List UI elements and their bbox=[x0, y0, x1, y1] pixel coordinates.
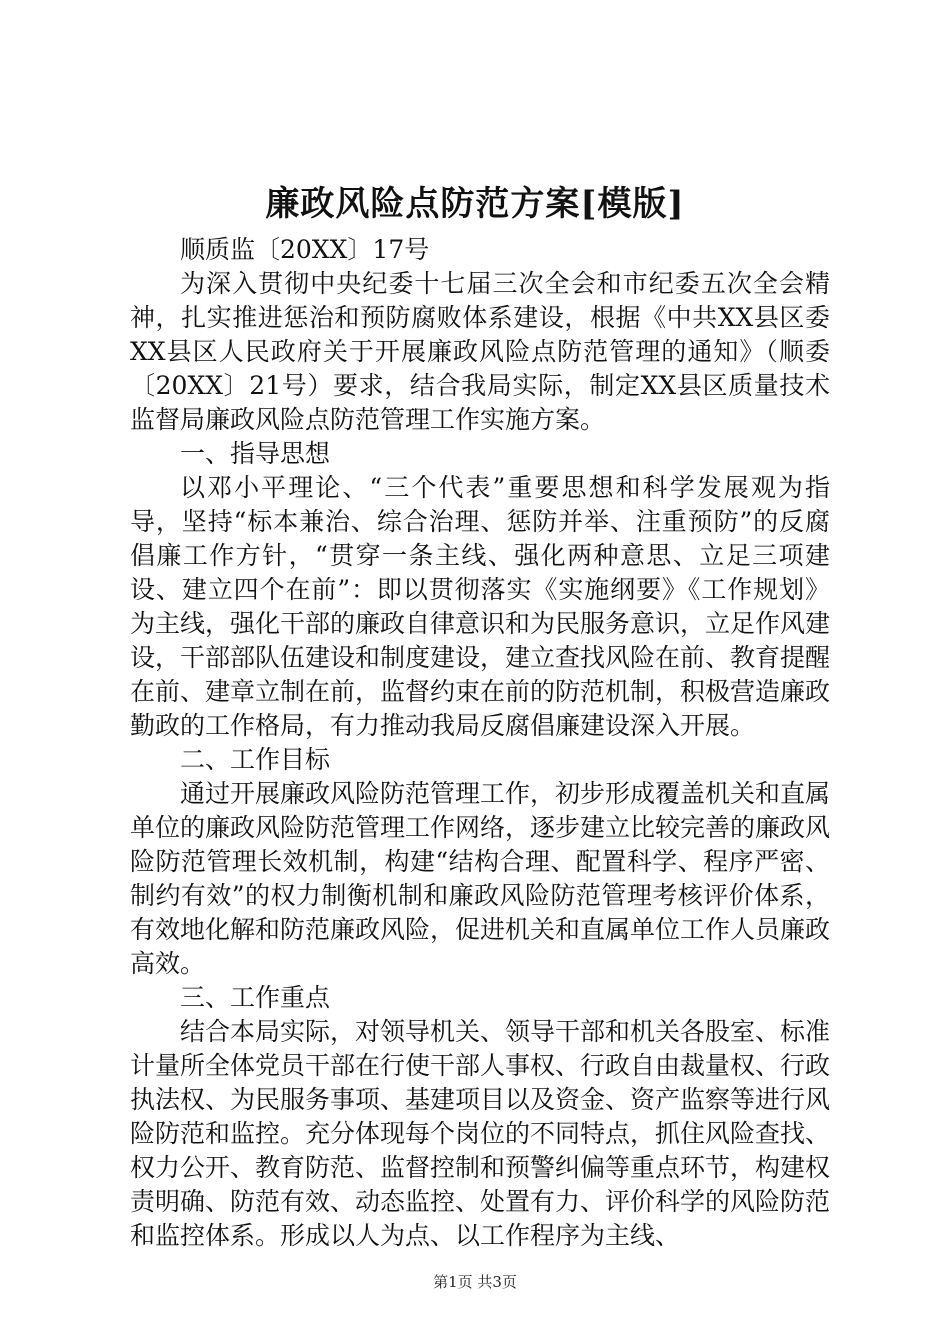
section-heading-guiding-thought: 一、指导思想 bbox=[180, 439, 331, 468]
document-body bbox=[130, 233, 830, 1253]
page-footer: 第1页 共3页 bbox=[433, 1273, 517, 1291]
paragraph-work-goal: 通过开展廉政风险防范管理工作，初步形成覆盖机关和直属单位的廉政风险防范管理工作网络，逐步建立比较完善的廉政风险防范管理长效机制，构建“结构合理、配置科学、程序严密、制约有效”的权力制衡机制和廉政风险防范管理考核评价体系，有效地化解和防范廉政风险，促进机关和直属单位工作人员廉政高效。 bbox=[130, 779, 831, 978]
section-heading-work-goal: 二、工作目标 bbox=[180, 745, 331, 774]
paragraph-work-focus: 结合本局实际，对领导机关、领导干部和机关各股室、标准计量所全体党员干部在行使干部人事权、行政自由裁量权、行政执法权、为民服务事项、基建项目以及资金、资产监察等进行风险防范和监控。充分体现每个岗位的不同特点，抓住风险查找、权力公开、教育防范、监督控制和预警纠偏等重点环节，构建权责明确、防范有效、动态监控、处置有力、评价科学的风险防范和监控体系。形成以人为点、以工作程序为主线、 bbox=[130, 1017, 831, 1250]
paragraph-intro: 为深入贯彻中央纪委十七届三次全会和市纪委五次全会精神，扎实推进惩治和预防腐败体系建设，根据《中共XX县区委XX县区人民政府关于开展廉政风险点防范管理的通知》（顺委〔20XX〕21号）要求，结合我局实际，制定XX县区质量技术监督局廉政风险点防范管理工作实施方案。 bbox=[130, 269, 830, 434]
document-number: 顺质监〔20XX〕17号 bbox=[180, 235, 430, 264]
section-heading-work-focus: 三、工作重点 bbox=[180, 983, 331, 1012]
document-title: 廉政风险点防范方案[模版] bbox=[265, 184, 685, 224]
paragraph-guiding-thought: 以邓小平理论、“三个代表”重要思想和科学发展观为指导，坚持“标本兼治、综合治理、惩防并举、注重预防”的反腐倡廉工作方针，“贯穿一条主线、强化两种意思、立足三项建设、建立四个在前”：即以贯彻落实《实施纲要》《工作规划》为主线，强化干部的廉政自律意识和为民服务意识，立足作风建设，干部部队伍建设和制度建设，建立查找风险在前、教育提醒在前、建章立制在前，监督约束在前的防范机制，积极营造廉政勤政的工作格局，有力推动我局反腐倡廉建设深入开展。 bbox=[130, 473, 831, 740]
